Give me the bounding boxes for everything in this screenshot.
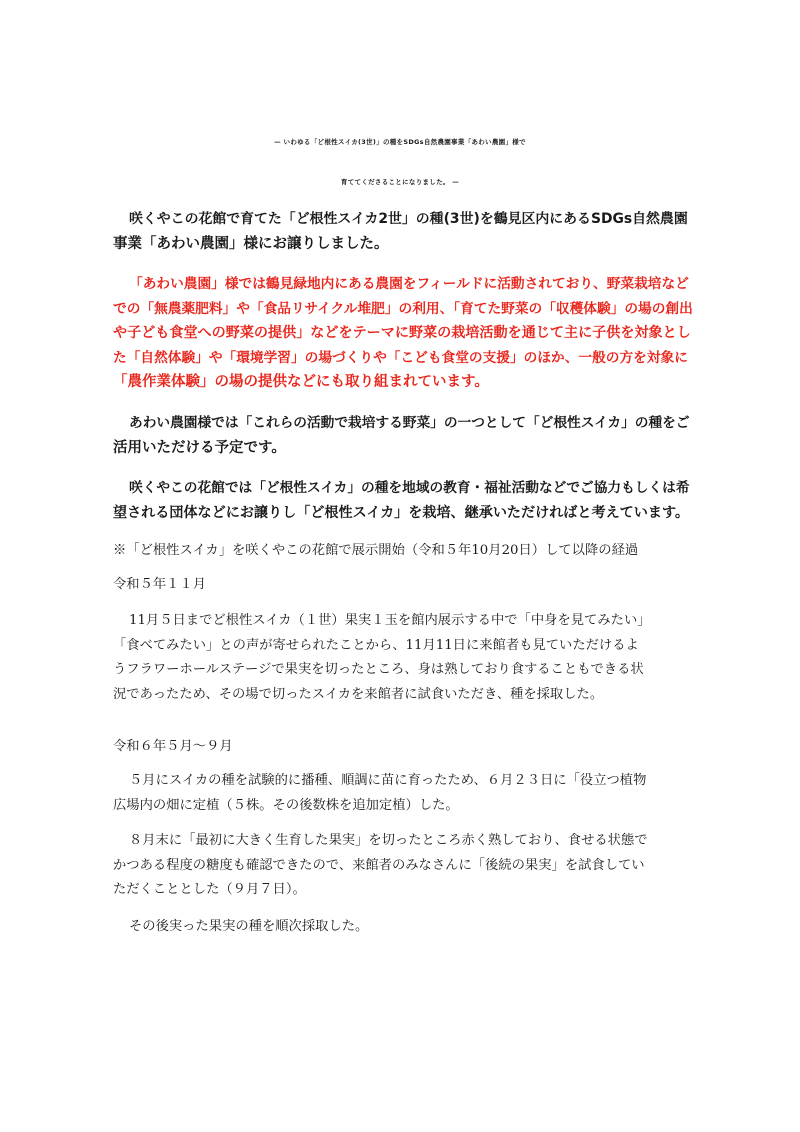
paragraph-seed-transfer xyxy=(113,207,693,256)
text-line: ８月末に「最初に大きく生育した果実」を切ったところ赤く熟しており、食せる状態で xyxy=(129,833,648,848)
paragraph-awai-farm-activities xyxy=(113,272,693,395)
text-line: 況であったため、その場で切ったスイカを来館者に試食いただき、種を採取した。 xyxy=(113,686,604,702)
text-line: 活用いただける予定です。 xyxy=(113,439,286,456)
text-line: 事業「あわい農園」様にお譲りしました。 xyxy=(113,235,389,252)
text-line: ただくこととした（９月７日）。 xyxy=(113,882,306,897)
text-line: 「食べてみたい」との声が寄せられたことから、11月11日に来館者も見ていただけるよ xyxy=(113,637,639,653)
history-entry xyxy=(113,769,703,818)
history-note xyxy=(113,539,703,564)
text-line: あわい農園様では「これらの活動で栽培する野菜」の一つとして「ど根性スイカ」の種をご xyxy=(129,415,690,431)
text-line: その後実った果実の種を順次採取した。 xyxy=(129,919,369,934)
text-line: ※「ど根性スイカ」を咲くやこの花館で展示開始（令和５年10月20日）して以降の経過 xyxy=(113,543,639,558)
text-line: た「自然体験」や「環境学習」の場づくりや「こども食堂の支援」のほか、一般の方を対象に xyxy=(113,349,688,366)
paragraph-seed-distribution xyxy=(113,476,693,525)
text-line: かつある程度の糖度も確認できたので、来館者のみなさんに「後続の果実」を試食してい xyxy=(113,857,645,873)
history-date-heading xyxy=(113,573,703,598)
history-date-heading xyxy=(113,735,703,760)
text-line: 令和５年１１月 xyxy=(113,577,207,592)
text-line: 「農作業体験」の場の提供などにも取り組まれています。 xyxy=(113,374,489,390)
heading-line-2: 育ててくださることになりました。 — xyxy=(340,178,460,186)
text-line: での「無農薬肥料」や「食品リサイクル堆肥」の利用、「育てた野菜の「収穫体験」の場の創出 xyxy=(113,300,693,317)
paragraph-seed-usage xyxy=(113,411,693,460)
text-line: 咲くやこの花館で育てた「ど根性スイカ2世」の種(3世)を鶴見区内にあるSDGs自然農園 xyxy=(129,211,688,227)
text-line: 「あわい農園」様では鶴見緑地内にある農園をフィールドに活動されており、野菜栽培など xyxy=(129,276,689,292)
text-line: うフラワーホールステージで果実を切ったところ、身は熟しており食することもできる状 xyxy=(113,662,644,677)
text-line: 令和６年５月～９月 xyxy=(113,739,233,754)
text-line: や子ども食堂への野菜の提供」などをテーマに野菜の栽培活動を通じて主に子供を対象とし xyxy=(113,325,691,341)
text-line: ５月にスイカの種を試験的に播種、順調に苗に育ったため、６月２３日に「役立つ植物 xyxy=(129,773,647,788)
text-line: 望される団体などにお譲りし「ど根性スイカ」を栽培、継承いただければと考えています。 xyxy=(113,504,690,521)
text-line: 広場内の畑に定植（５株。その後数株を追加定植）した。 xyxy=(113,797,459,813)
history-entry xyxy=(113,829,703,903)
text-line: 11月５日までど根性スイカ（１世）果実１玉を館内展示する中で「中身を見てみたい」 xyxy=(129,613,651,628)
history-entry xyxy=(113,609,703,707)
heading-line-1: — いわゆる「ど根性スイカ(3世)」の種をSDGs自然農園事業「あわい農園」様で xyxy=(274,138,526,146)
history-entry xyxy=(113,915,703,940)
text-line: 咲くやこの花館では「ど根性スイカ」の種を地域の教育・福祉活動などでご協力もしくは希 xyxy=(129,480,690,496)
